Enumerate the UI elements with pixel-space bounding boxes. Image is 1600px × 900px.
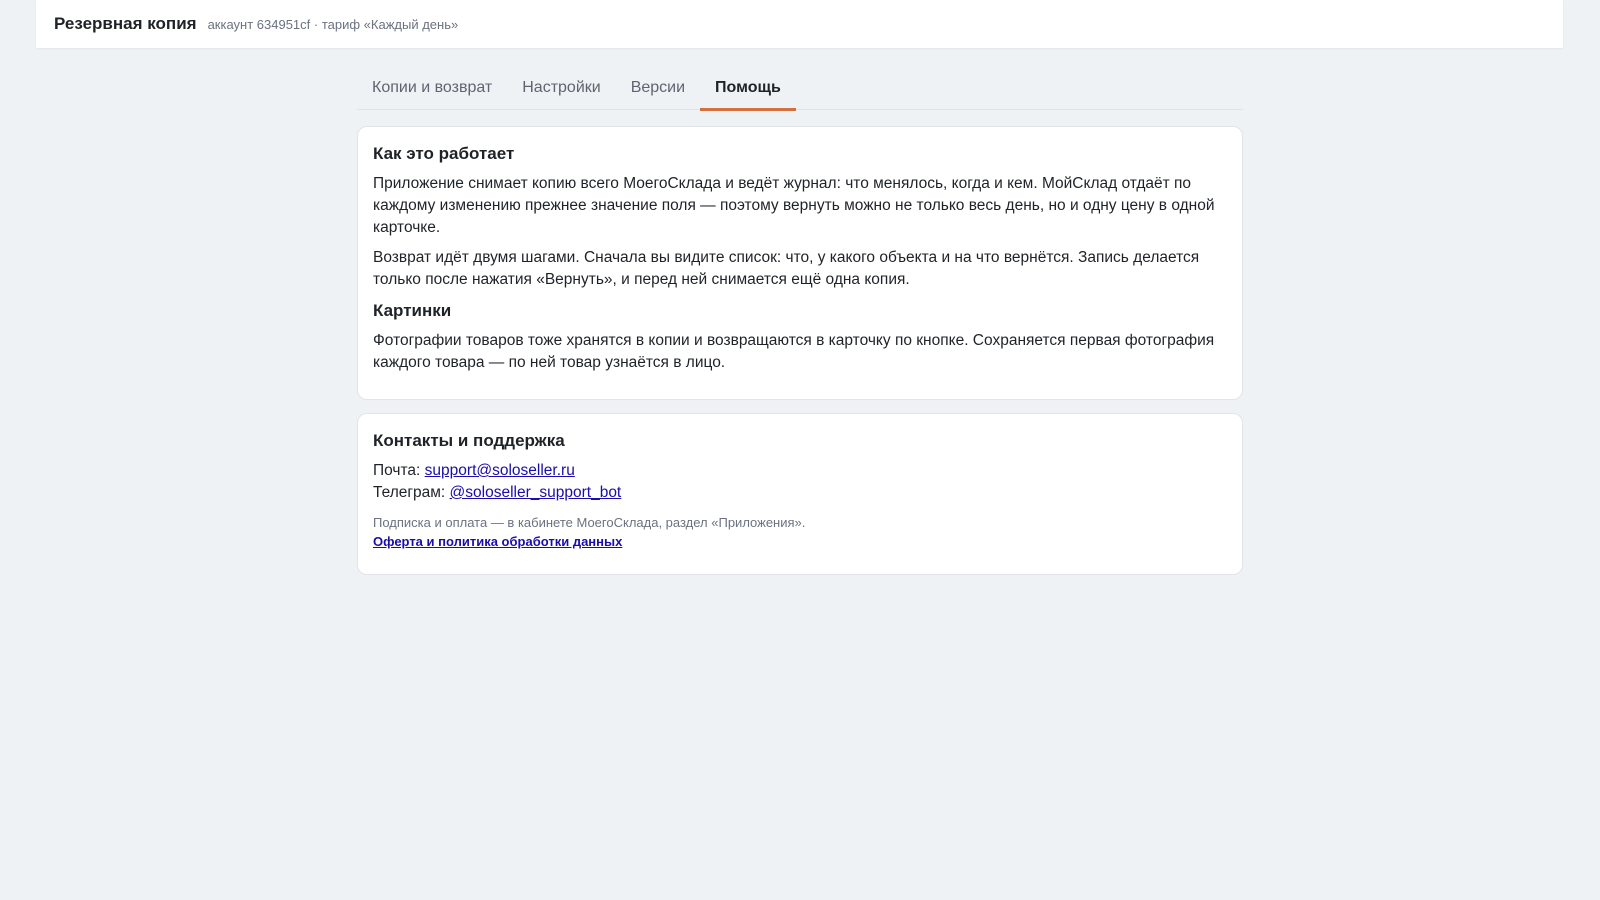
how-it-works-paragraph-2: Возврат идёт двумя шагами. Сначала вы видите список: что, у какого объекта и на что вернётся. Запись делается только после нажатия «Вернуть», и перед ней снимается ещё одна копия. <box>373 249 1200 288</box>
how-it-works-heading: Как это работает <box>373 144 515 163</box>
main-content <box>357 66 1243 575</box>
telegram-link[interactable]: @soloseller_support_bot <box>449 484 622 501</box>
legal-line <box>373 532 1227 551</box>
email-line <box>373 460 1227 482</box>
app-title: Резервная копия <box>54 14 197 33</box>
legal-link[interactable]: Оферта и политика обработки данных <box>373 534 623 549</box>
tab-bar <box>357 66 1243 110</box>
telegram-label: Телеграм: <box>373 484 446 501</box>
telegram-line <box>373 482 1227 504</box>
images-paragraph: Фотографии товаров тоже хранятся в копии и возвращаются в карточку по кнопке. Сохраняется первая фотография каждого товара — по ней товар узнаётся в лицо. <box>373 332 1215 371</box>
email-label: Почта: <box>373 462 421 479</box>
how-it-works-paragraph-1: Приложение снимает копию всего МоегоСклада и ведёт журнал: что менялось, когда и кем. МойСклад отдаёт по каждому изменению прежнее значение поля — поэтому вернуть можно не только весь день, но и одну цену в одной карточке. <box>373 175 1215 236</box>
tab-copies-restore[interactable]: Копии и возврат <box>372 79 493 96</box>
email-link[interactable]: support@soloseller.ru <box>424 462 575 479</box>
tab-help[interactable]: Помощь <box>700 66 796 110</box>
how-it-works-card <box>357 126 1243 400</box>
app-header <box>36 0 1563 48</box>
account-meta: аккаунт 634951cf · тариф «Каждый день» <box>207 16 459 32</box>
tab-settings[interactable]: Настройки <box>522 79 601 96</box>
tab-versions[interactable]: Версии <box>630 79 686 96</box>
billing-note: Подписка и оплата — в кабинете МоегоСклада, раздел «Приложения». <box>373 515 806 530</box>
contacts-card <box>357 413 1243 575</box>
contacts-heading: Контакты и поддержка <box>373 431 565 450</box>
images-heading: Картинки <box>373 301 452 320</box>
